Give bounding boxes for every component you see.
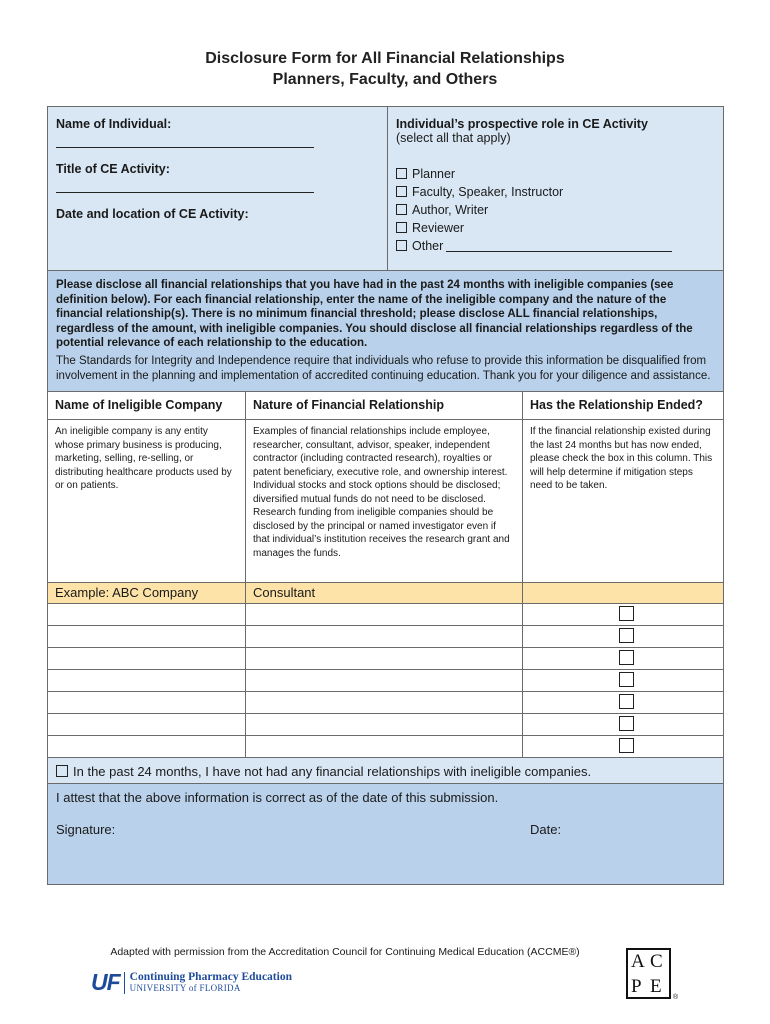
uf-text <box>130 972 292 994</box>
ended-cell <box>523 670 723 691</box>
ended-checkbox[interactable] <box>619 650 634 665</box>
table-row <box>48 692 723 714</box>
signature-label: Signature: <box>56 822 116 838</box>
company-cell[interactable] <box>48 714 246 735</box>
table-row <box>48 648 723 670</box>
role-heading: Individual’s prospective role in CE Activity <box>396 117 648 131</box>
nature-cell[interactable] <box>246 692 523 713</box>
checkbox-icon[interactable] <box>396 240 407 251</box>
no-relationships-label: In the past 24 months, I have not had any financial relationships with ineligible companies. <box>73 764 592 780</box>
name-field[interactable] <box>56 131 314 148</box>
ended-cell <box>523 736 723 757</box>
table-row <box>48 670 723 692</box>
checkbox-icon[interactable] <box>396 168 407 179</box>
checkbox-icon[interactable] <box>396 204 407 215</box>
checkbox-icon[interactable] <box>396 186 407 197</box>
page-title <box>0 48 770 90</box>
ce-title-field[interactable] <box>56 176 314 193</box>
checkbox-icon[interactable] <box>56 765 68 777</box>
example-company: Example: ABC Company <box>48 583 246 603</box>
ce-title-label: Title of CE Activity: <box>56 162 170 176</box>
role-option-label: Planner <box>412 167 456 181</box>
acpe-letter-p: P <box>631 976 642 997</box>
role-option-reviewer[interactable] <box>396 219 715 237</box>
company-cell[interactable] <box>48 648 246 669</box>
table-row <box>48 736 723 758</box>
header-nature: Nature of Financial Relationship <box>246 392 523 419</box>
ended-cell <box>523 692 723 713</box>
example-ended <box>523 583 723 603</box>
name-label: Name of Individual: <box>56 117 172 131</box>
role-option-label: Author, Writer <box>412 203 489 217</box>
role-option-label: Reviewer <box>412 221 465 235</box>
acpe-letter-e: E <box>650 976 662 997</box>
attestation-section <box>48 784 723 884</box>
instructions <box>48 271 723 392</box>
uf-mark: UF <box>91 969 120 995</box>
role-option-other[interactable] <box>396 237 715 255</box>
uf-program-name: Continuing Pharmacy Education <box>129 970 292 983</box>
acpe-logo <box>626 948 671 999</box>
acpe-letter-c: C <box>650 951 663 972</box>
ended-checkbox[interactable] <box>619 628 634 643</box>
date-location-label: Date and location of CE Activity: <box>56 207 249 221</box>
table-description-row <box>48 420 723 583</box>
table-row <box>48 604 723 626</box>
company-cell[interactable] <box>48 670 246 691</box>
example-nature: Consultant <box>246 583 523 603</box>
example-row <box>48 583 723 604</box>
uf-logo <box>91 969 292 996</box>
date-label: Date: <box>530 822 562 838</box>
checkbox-icon[interactable] <box>396 222 407 233</box>
company-cell[interactable] <box>48 692 246 713</box>
footer-credit: Adapted with permission from the Accreditation Council for Continuing Medical Education (ACCME®) <box>110 946 580 958</box>
ended-checkbox[interactable] <box>619 606 634 621</box>
other-role-field[interactable] <box>446 239 672 252</box>
individual-info <box>48 107 388 270</box>
role-option-faculty[interactable] <box>396 183 715 201</box>
title-line-2: Planners, Faculty, and Others <box>272 71 498 88</box>
header-ended: Has the Relationship Ended? <box>530 398 703 413</box>
desc-company: An ineligible company is any entity whose primary business is producing, marketing, selling, re-selling, or distributing healthcare products used by or on patients. <box>48 420 246 582</box>
desc-ended: If the financial relationship existed during the last 24 months but has now ended, please check the box in this column. This will help determine if mitigation steps need to be taken. <box>530 426 713 492</box>
desc-nature: Examples of financial relationships include employee, researcher, consultant, advisor, speaker, independent contractor (including contracted research), royalties or patent beneficiary, executive role, and ownership interest. Individual stocks and stock options should be disclosed; diversified mutual funds do not need to be disclosed. Research funding from ineligible companies should be disclosed by the principal or named investigator even if that individual’s institution receives the research grant and manages the funds. <box>246 420 523 582</box>
table-row <box>48 626 723 648</box>
attestation-text: I attest that the above information is correct as of the date of this submission. <box>56 790 499 806</box>
ended-checkbox[interactable] <box>619 672 634 687</box>
nature-cell[interactable] <box>246 736 523 757</box>
role-section <box>388 107 723 270</box>
role-option-author[interactable] <box>396 201 715 219</box>
role-options <box>396 165 715 255</box>
registered-mark: ® <box>673 994 679 1001</box>
nature-cell[interactable] <box>246 670 523 691</box>
uf-university-name: UNIVERSITY of FLORIDA <box>129 982 241 993</box>
ended-cell <box>523 648 723 669</box>
ended-cell <box>523 714 723 735</box>
ended-checkbox[interactable] <box>619 716 634 731</box>
role-option-label: Faculty, Speaker, Instructor <box>412 185 564 199</box>
ended-cell <box>523 626 723 647</box>
title-line-1: Disclosure Form for All Financial Relationships <box>205 50 565 67</box>
nature-cell[interactable] <box>246 714 523 735</box>
company-cell[interactable] <box>48 604 246 625</box>
company-cell[interactable] <box>48 626 246 647</box>
role-option-planner[interactable] <box>396 165 715 183</box>
disclosure-form <box>47 106 724 885</box>
nature-cell[interactable] <box>246 626 523 647</box>
no-relationships-option[interactable] <box>48 758 723 784</box>
ended-checkbox[interactable] <box>619 694 634 709</box>
ended-checkbox[interactable] <box>619 738 634 753</box>
company-cell[interactable] <box>48 736 246 757</box>
acpe-letter-a: A <box>631 951 645 972</box>
individual-section <box>48 107 723 271</box>
role-subheading: (select all that apply) <box>396 131 511 145</box>
ended-cell <box>523 604 723 625</box>
nature-cell[interactable] <box>246 648 523 669</box>
header-company: Name of Ineligible Company <box>48 392 246 419</box>
uf-divider <box>124 972 125 994</box>
role-option-label: Other <box>412 239 444 253</box>
instructions-bold: Please disclose all financial relationships that you have had in the past 24 months with ineligible companies (see definition below). For each financial relationship, enter the name of the ineligible company and the nature of the financial relationship(s). There is no minimum financial threshold; please disclose ALL financial relationships, regardless of the amount, with ineligible companies. You should disclose all financial relationships regardless of the potential relevance of each relationship to the education. <box>56 279 693 350</box>
table-header-row <box>48 392 723 420</box>
table-row <box>48 714 723 736</box>
nature-cell[interactable] <box>246 604 523 625</box>
instructions-standards: The Standards for Integrity and Independence require that individuals who refuse to provide this information be disqualified from involvement in the planning and implementation of accredited continuing education. Thank you for your diligence and assistance. <box>56 354 711 382</box>
